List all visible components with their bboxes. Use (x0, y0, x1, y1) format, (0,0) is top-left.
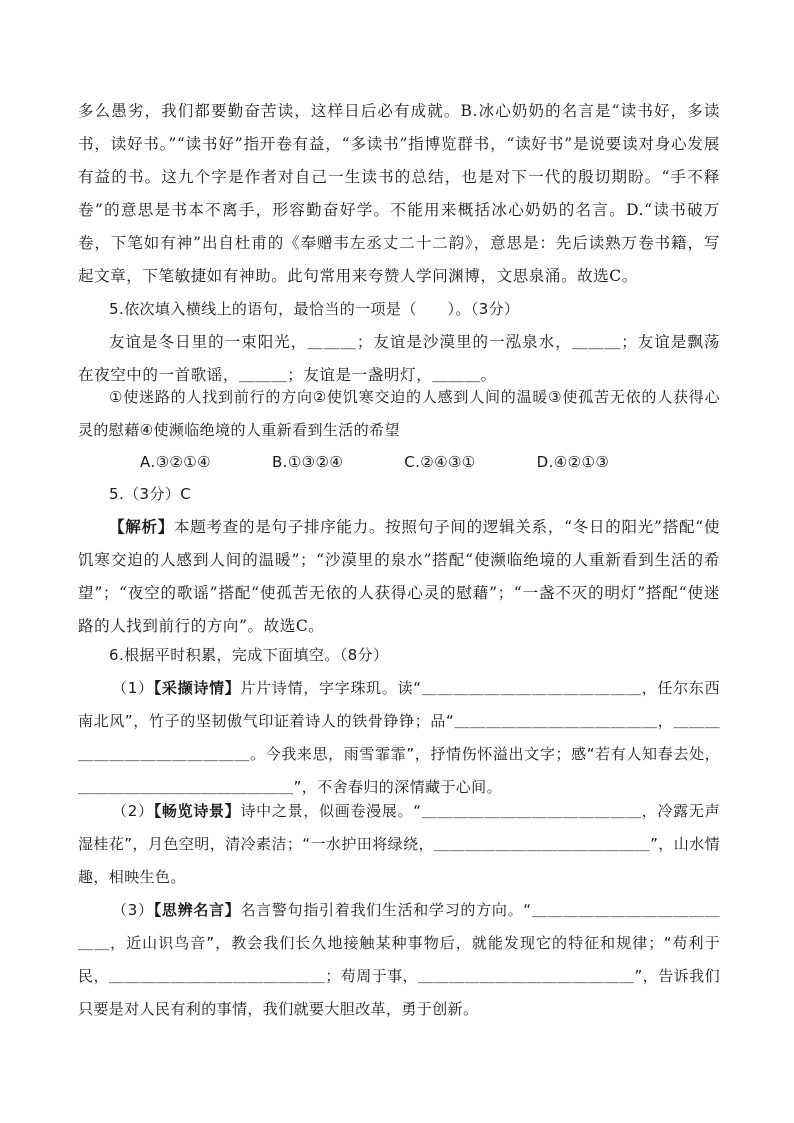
part-3-number: （3） (112, 901, 154, 919)
option-a: A.③②①④ (140, 453, 211, 471)
question-6-part-1 (78, 672, 720, 804)
option-b: B.①③②④ (271, 453, 344, 471)
part-1-text: 片片诗情，字字珠玑。读“＿＿＿＿＿＿＿＿＿＿＿＿＿＿，任尔东西南北风”，竹子的坚韧傲气印证着诗人的铁骨铮铮；品“＿＿＿＿＿＿＿＿＿＿＿＿＿，＿＿＿＿＿＿＿＿＿＿＿＿＿＿。今我来思，雨雪霏霏”，抒情伤怀溢出文字；感“若有人知春去处，＿＿＿＿＿＿＿＿＿＿＿＿＿＿”，不舍春归的深情藏于心间。 (78, 679, 720, 796)
question-5-stem: 5.依次填入横线上的语句，最恰当的一项是（ ）。（3分） (109, 300, 520, 318)
part-3-text: 名言警句指引着我们生活和学习的方向。“＿＿＿＿＿＿＿＿＿＿＿＿＿＿，近山识鸟音”，教会我们长久地接触某种事物后，就能发现它的特征和规律；“苟利于民，＿＿＿＿＿＿＿＿＿＿＿＿＿＿；苟周于事，＿＿＿＿＿＿＿＿＿＿＿＿＿＿”，告诉我们只要是对人民有利的事情，我们就要大胆改革，勇于创新。 (78, 901, 720, 1018)
analysis-tag: 【解析】 (109, 517, 175, 536)
question-5-answer: 5.（3分）C (109, 485, 192, 503)
analysis-paragraph-q4: 多么愚劣，我们都要勤奋苦读，这样日后必有成就。B.冰心奶奶的名言是“读书好，多读书，读好书。”“读书好”指开卷有益，“多读书”指博览群书，“读好书”是说要读对身心发展有益的书。这九个字是作者对自己一生读书的总结，也是对下一代的殷切期盼。“手不释卷”的意思是书本不离手，形容勤奋好学。不能用来概括冰心奶奶的名言。D.“读书破万卷，下笔如有神”出自杜甫的《奉赠韦左丞丈二十二韵》，意思是：先后读熟万卷书籍，写起文章，下笔敏捷如有神助。此句常用来夸赞人学问渊博，文思泉涌。故选C。 (78, 102, 720, 285)
question-6-stem: 6.根据平时积累，完成下面填空。（8分） (109, 646, 389, 664)
analysis-text: 本题考查的是句子排序能力。按照句子间的逻辑关系，“冬日的阳光”搭配“使饥寒交迫的人感到人间的温暖”；“沙漠里的泉水”搭配“使濒临绝境的人重新看到生活的希望”；“夜空的歌谣”搭配“使孤苦无依的人获得心灵的慰藉”；“一盏不灭的明灯”搭配“使迷路的人找到前行的方向”。故选C。 (78, 518, 720, 635)
option-c: C.②④③① (404, 453, 476, 471)
question-6-part-2 (78, 795, 720, 894)
question-6-part-3 (78, 894, 720, 1026)
question-5-analysis (78, 510, 720, 643)
question-5-choices: ①使迷路的人找到前行的方向②使饥寒交迫的人感到人间的温暖③使孤苦无依的人获得心灵的慰藉④使濒临绝境的人重新看到生活的希望 (78, 388, 720, 439)
part-2-tag: 【畅览诗景】 (153, 802, 241, 820)
part-2-text: 诗中之景，似画卷漫展。“＿＿＿＿＿＿＿＿＿＿＿＿＿＿，冷露无声湿桂花”，月色空明，清冷素洁；“一水护田将绿绕，＿＿＿＿＿＿＿＿＿＿＿＿＿＿”，山水情趣，相映生色。 (78, 802, 720, 886)
question-5-sentence: 友谊是冬日里的一束阳光，＿＿＿；友谊是沙漠里的一泓泉水，＿＿＿；友谊是飘荡在夜空中的一首歌谣，＿＿＿；友谊是一盏明灯，＿＿＿。 (78, 333, 720, 384)
part-3-tag: 【思辨名言】 (153, 901, 241, 919)
part-1-number: （1） (112, 679, 154, 697)
question-5-options (78, 446, 720, 479)
part-2-number: （2） (112, 802, 154, 820)
part-1-tag: 【采撷诗情】 (153, 679, 241, 697)
option-d: D.④②①③ (536, 453, 610, 471)
